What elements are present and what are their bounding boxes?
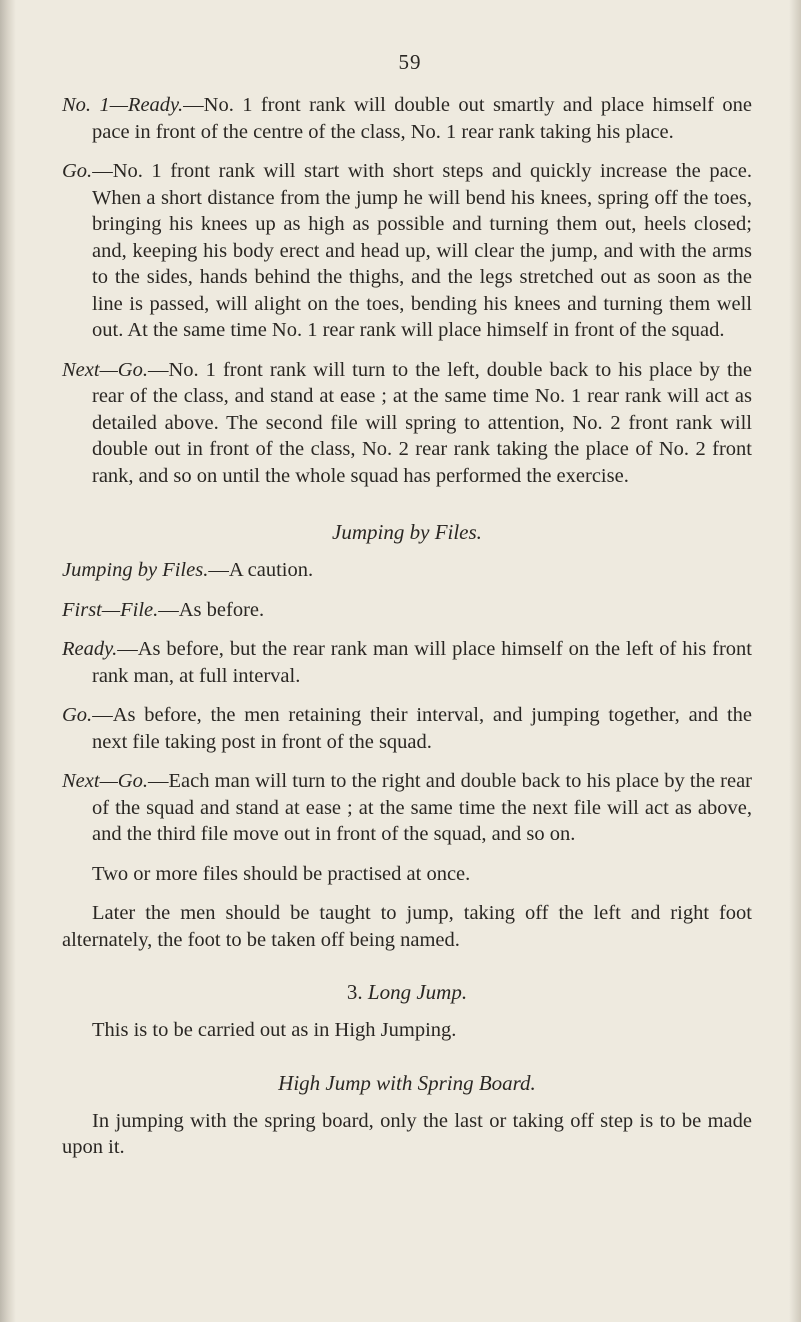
- instruction-text: —No. 1 front rank will double out smartly and place himself one pace in front of the centre of the class, No. 1 rear rank taking his place.: [92, 94, 752, 143]
- instruction-text: —Each man will turn to the right and double back to his place by the rear of the squad and stand at ease ; at the same time the next file will act as above, and the third file move out in front of the squad, and so on.: [92, 770, 752, 845]
- instruction-lead: No. 1—Ready.: [62, 94, 184, 116]
- instruction-text: —No. 1 front rank will turn to the left, double back to his place by the rear of the class, and stand at ease ; at the same time No. 1 rear rank will act as detailed above. The second file will spring to attention, No. 2 front rank will double out in front of the class, No. 2 rear rank taking the place of No. 2 front rank, and so on until the whole squad has performed the exercise.: [92, 358, 752, 487]
- section-title: Long Jump.: [367, 980, 468, 1004]
- instruction-files-ready: [62, 636, 752, 689]
- instruction-first-file: [62, 597, 752, 624]
- instruction-lead: Go.: [62, 160, 93, 182]
- instruction-files-next-go: [62, 768, 752, 848]
- instruction-text: —As before, but the rear rank man will place himself on the left of his front rank man, at full interval.: [92, 638, 752, 687]
- paragraph-long-jump: This is to be carried out as in High Jumping.: [92, 1019, 457, 1041]
- page-body: [62, 92, 752, 1174]
- paragraph-two-or-more-files: Two or more files should be practised at once.: [92, 862, 471, 885]
- instruction-ready: [62, 92, 752, 145]
- section-heading-long-jump: [62, 979, 752, 1005]
- instruction-caution: [62, 557, 752, 584]
- page-edge-shadow: [789, 0, 801, 1322]
- instruction-lead: Next—Go.: [62, 770, 148, 792]
- instruction-lead: First—File.: [62, 598, 159, 621]
- instruction-lead: Ready.: [62, 638, 118, 660]
- section-heading-jumping-by-files: Jumping by Files.: [332, 520, 482, 544]
- instruction-lead: Jumping by Files.: [62, 559, 209, 581]
- instruction-text: —As before, the men retaining their interval, and jumping together, and the next file taking post in front of the squad.: [92, 704, 752, 753]
- instruction-text: —As before.: [158, 598, 265, 621]
- paragraph-alternate-foot: Later the men should be taught to jump, taking off the left and right foot alternately, the foot to be taken off being named.: [62, 902, 752, 951]
- instruction-files-go: [62, 702, 752, 755]
- section-number: 3.: [346, 980, 363, 1004]
- instruction-text: —No. 1 front rank will start with short steps and quickly increase the pace. When a short distance from the jump he will bend his knees, spring off the toes, bringing his knees up as high as possible and turning them out, heels closed; and, keeping his body erect and head up, will clear the jump, and with the arms to the sides, hands behind the thighs, and the legs stretched out as soon as the line is passed, will alight on the toes, bending his knees and turning them well out. At the same time No. 1 rear rank will place himself in front of the squad.: [92, 160, 752, 341]
- instruction-text: —A caution.: [208, 559, 314, 581]
- page-number: 59: [398, 50, 422, 74]
- section-heading-spring-board: High Jump with Spring Board.: [278, 1070, 536, 1095]
- instruction-lead: Next—Go.: [62, 358, 148, 381]
- instruction-next-go: [62, 357, 752, 490]
- paragraph-spring-board: In jumping with the spring board, only the last or taking off step is to be made upon it.: [62, 1109, 752, 1158]
- instruction-lead: Go.: [62, 704, 93, 726]
- instruction-go: [62, 158, 752, 344]
- page-binding-shadow: [0, 0, 16, 1322]
